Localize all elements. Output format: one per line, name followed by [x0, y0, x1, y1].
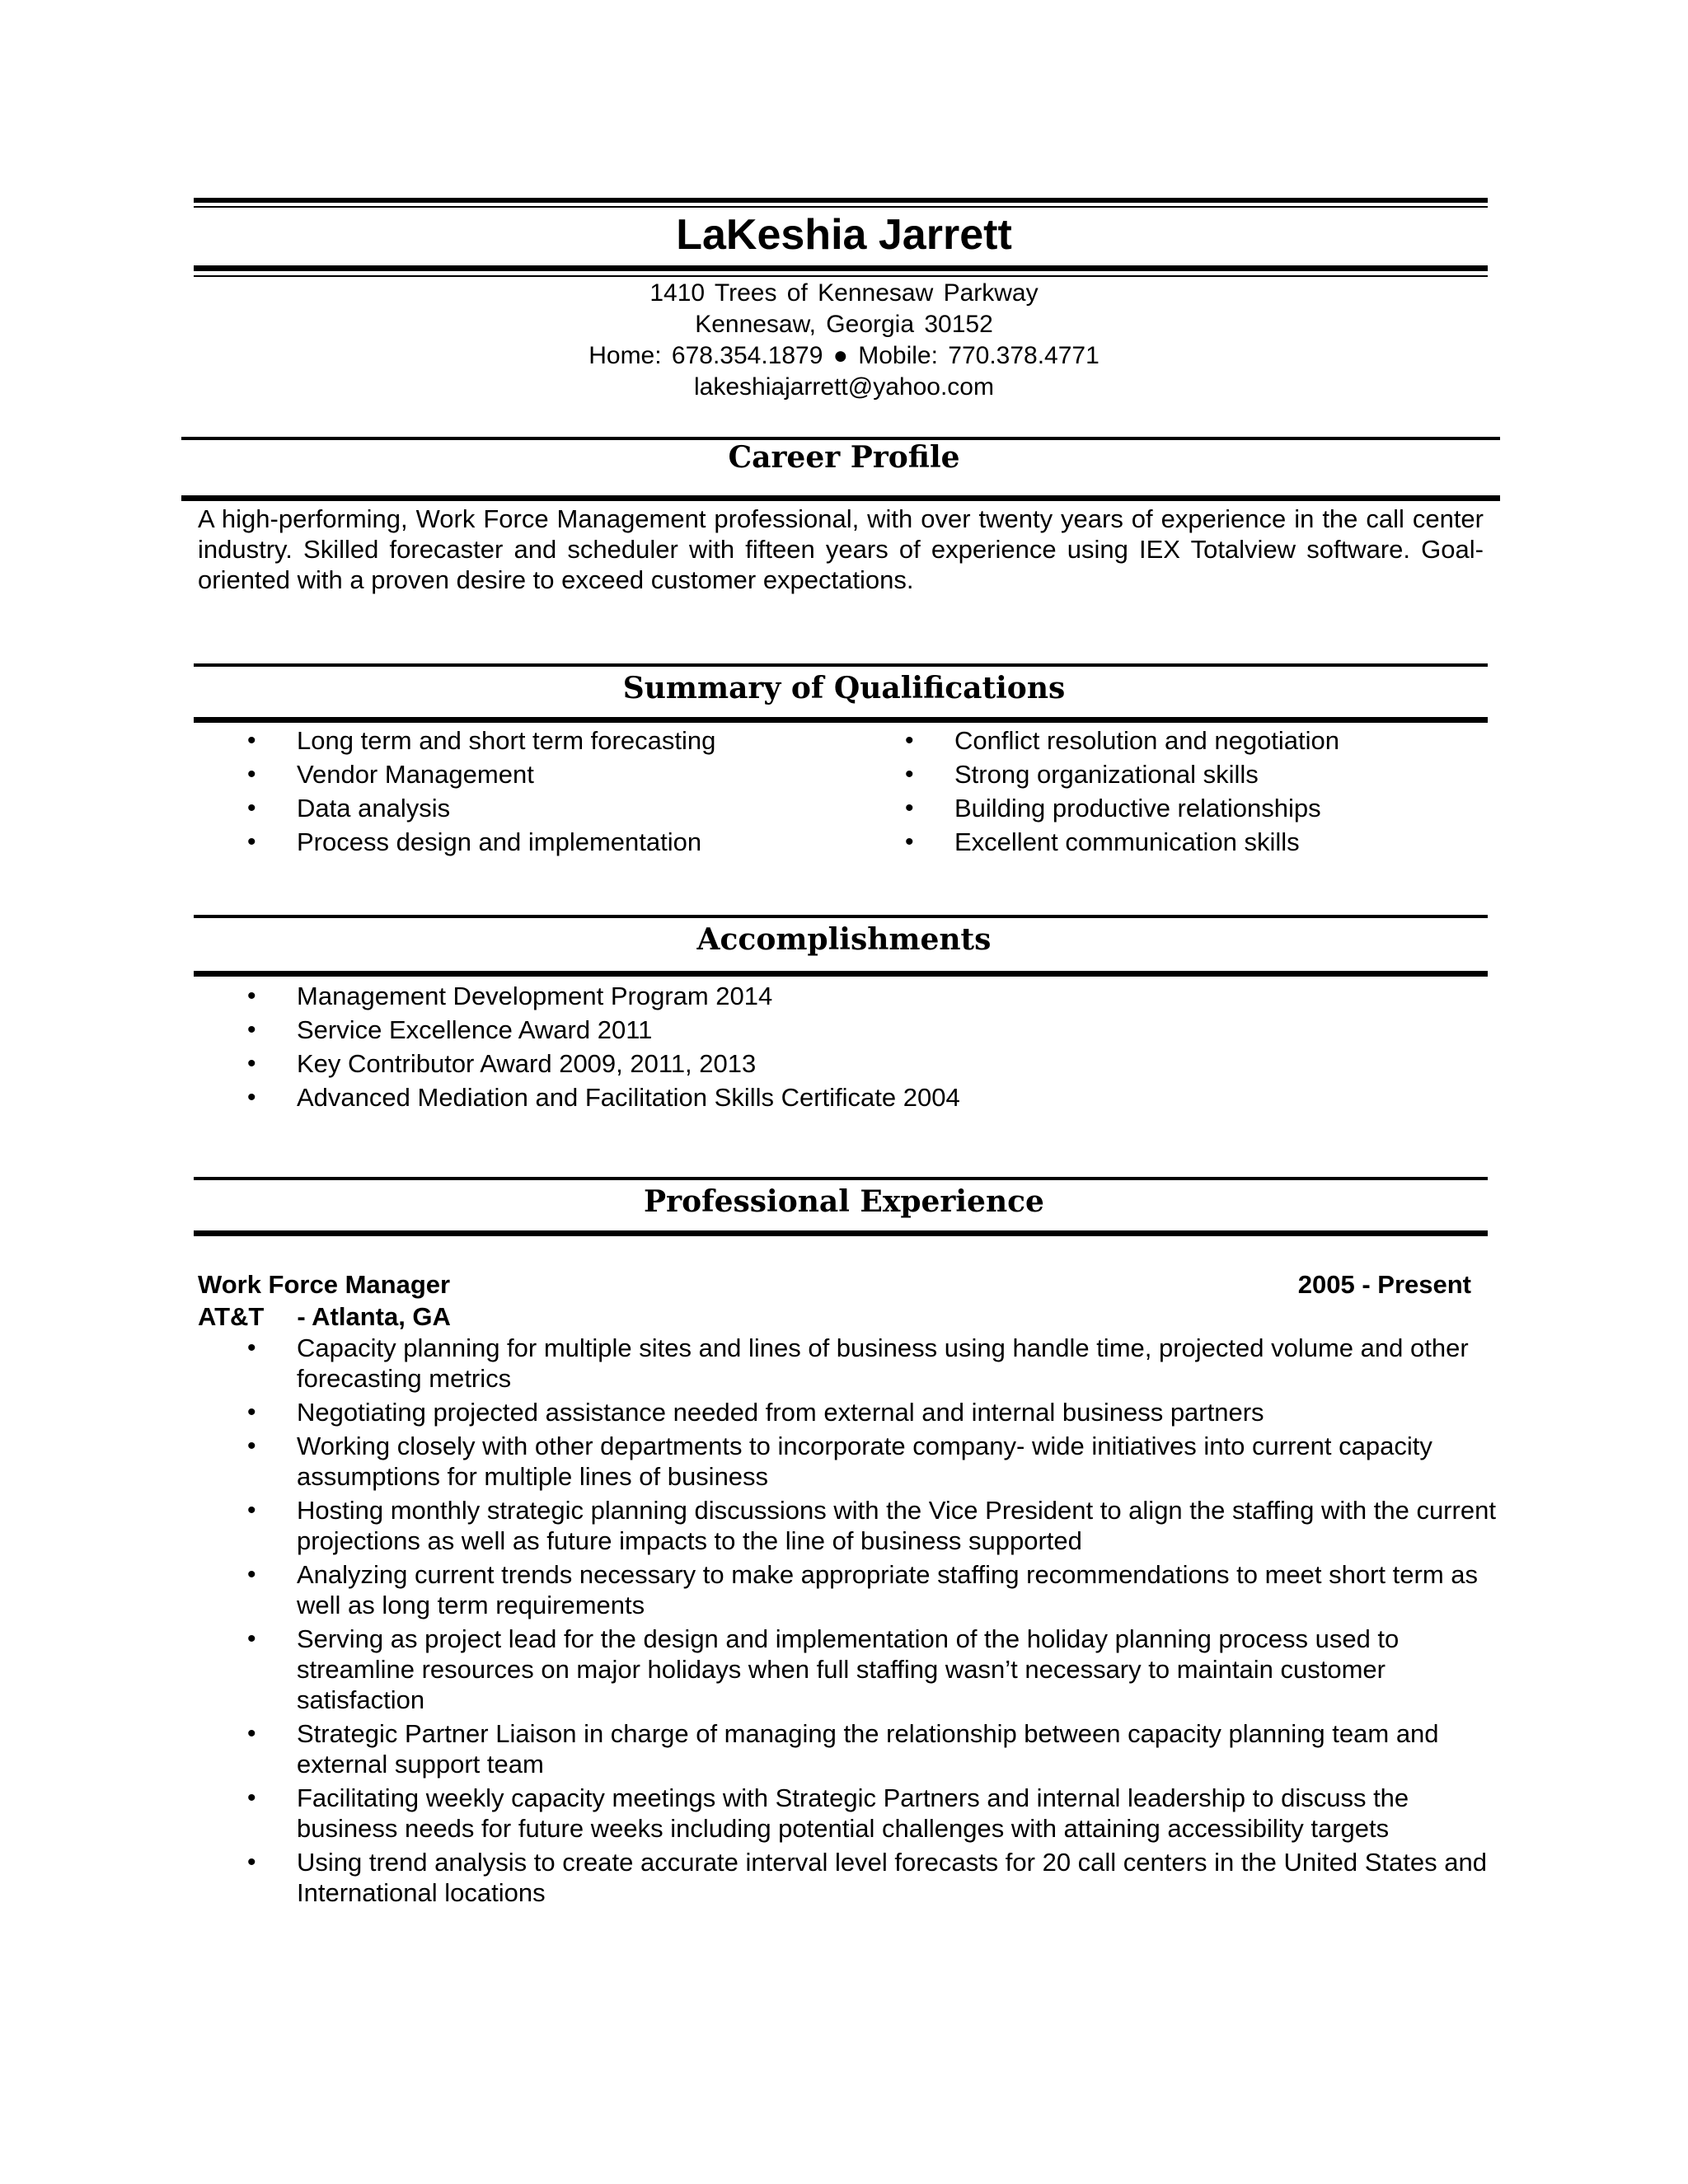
qualifications-bottom-rule — [194, 717, 1488, 723]
list-item: • Service Excellence Award 2011 — [198, 1015, 1434, 1046]
career-profile-heading: Career Profile — [728, 440, 960, 475]
list-item: • Facilitating weekly capacity meetings with Strategic Partners and internal leadership to discuss the business needs for future weeks including potential challenges with attaining accessibility targets — [198, 1783, 1496, 1844]
career-profile-bottom-rule — [181, 495, 1500, 501]
header-top-rule-thin — [194, 206, 1488, 208]
header-bottom-rule-thin — [194, 275, 1488, 277]
list-item: • Strategic Partner Liaison in charge of managing the relationship between capacity planning team and external support team — [198, 1718, 1496, 1779]
career-profile-text: A high-performing, Work Force Management professional, with over twenty years of experience in the call center industry. Skilled forecaster and scheduler with fifteen years of experience using IEX Totalview software. Goal-oriented with a proven desire to exceed customer expectations. — [198, 504, 1484, 594]
qualifications-top-rule — [194, 663, 1488, 667]
accomplishments-heading: Accomplishments — [696, 922, 992, 957]
accomplishments-bottom-rule — [194, 971, 1488, 977]
company-location: - Atlanta, GA — [297, 1302, 451, 1331]
list-item: • Hosting monthly strategic planning discussions with the Vice President to align the staffing with the current projections as well as future impacts to the line of business supported — [198, 1495, 1496, 1556]
accomplishments-list — [198, 981, 1434, 1116]
job-dates: 2005 - Present — [1297, 1270, 1471, 1299]
qualifications-right-list — [856, 725, 1507, 860]
job-title: Work Force Manager — [198, 1270, 451, 1299]
header-bottom-rule-thick — [194, 265, 1488, 271]
list-item: • Using trend analysis to create accurate interval level forecasts for 20 call centers in the United States and International locations — [198, 1847, 1496, 1908]
list-item: • Vendor Management — [198, 759, 849, 790]
job-company — [198, 1301, 451, 1333]
list-item: • Long term and short term forecasting — [198, 725, 849, 757]
contact-block — [0, 278, 1688, 403]
list-item: • Serving as project lead for the design and implementation of the holiday planning process used to streamline resources on major holidays when full staffing wasn’t necessary to maintain customer satisfaction — [198, 1624, 1496, 1715]
list-item: • Excellent communication skills — [856, 827, 1507, 858]
address-line-1: 1410 Trees of Kennesaw Parkway — [649, 279, 1039, 307]
list-item: • Analyzing current trends necessary to make appropriate staffing recommendations to meet short term as well as long term requirements — [198, 1559, 1496, 1620]
job-responsibilities-list — [198, 1333, 1496, 1911]
experience-bottom-rule — [194, 1230, 1488, 1236]
list-item: • Advanced Mediation and Facilitation Skills Certificate 2004 — [198, 1082, 1434, 1113]
email-address: lakeshiajarrett@yahoo.com — [694, 373, 994, 401]
address-line-2: Kennesaw, Georgia 30152 — [695, 311, 993, 338]
header-top-rule-thick — [194, 198, 1488, 203]
qualifications-left-list — [198, 725, 849, 860]
candidate-name: LaKeshia Jarrett — [676, 211, 1012, 259]
phone-numbers: Home: 678.354.1879 ● Mobile: 770.378.4771 — [588, 342, 1100, 369]
list-item: • Negotiating projected assistance needed from external and internal business partners — [198, 1397, 1496, 1427]
list-item: • Conflict resolution and negotiation — [856, 725, 1507, 757]
list-item: • Building productive relationships — [856, 793, 1507, 824]
list-item: • Data analysis — [198, 793, 849, 824]
list-item: • Process design and implementation — [198, 827, 849, 858]
accomplishments-top-rule — [194, 915, 1488, 918]
company-name: AT&T — [198, 1302, 265, 1331]
list-item: • Capacity planning for multiple sites and lines of business using handle time, projected volume and other forecasting metrics — [198, 1333, 1496, 1394]
experience-heading: Professional Experience — [644, 1184, 1044, 1219]
list-item: • Key Contributor Award 2009, 2011, 2013 — [198, 1048, 1434, 1080]
qualifications-heading: Summary of Qualifications — [622, 671, 1066, 705]
list-item: • Working closely with other departments to incorporate company- wide initiatives into current capacity assumptions for multiple lines of business — [198, 1431, 1496, 1492]
experience-top-rule — [194, 1177, 1488, 1180]
list-item: • Strong organizational skills — [856, 759, 1507, 790]
list-item: • Management Development Program 2014 — [198, 981, 1434, 1012]
